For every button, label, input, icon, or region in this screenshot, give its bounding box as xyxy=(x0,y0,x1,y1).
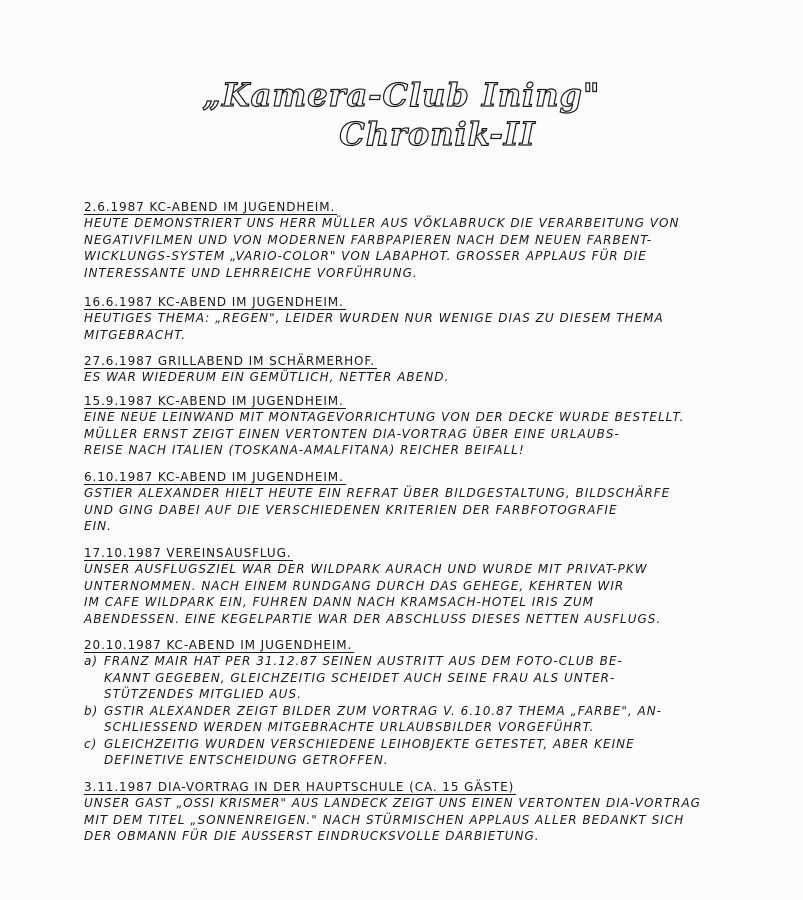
entry-15-9-1987 xyxy=(84,390,724,459)
entry-line: INTERESSANTE UND LEHRREICHE VORFÜHRUNG. xyxy=(84,265,418,280)
entry-line: MÜLLER ERNST ZEIGT EINEN VERTONTEN DIA-VORTRAG ÜBER EINE URLAUBS- xyxy=(84,426,620,441)
entry-line: KANNT GEGEBEN, GLEICHZEITIG SCHEIDET AUCH SEINE FRAU ALS UNTER- xyxy=(104,670,616,685)
entry-line: ABENDESSEN. EINE KEGELPARTIE WAR DER ABSCHLUSS DIESES NETTEN AUSFLUGS. xyxy=(84,611,662,626)
entry-line: UND GING DABEI AUF DIE VERSCHIEDENEN KRITERIEN DER FARBFOTOGRAFIE xyxy=(84,502,618,517)
entry-line: HEUTIGES THEMA: „REGEN", LEIDER WURDEN NUR WENIGE DIAS ZU DIESEM THEMA xyxy=(84,311,664,325)
entry-6-10-1987 xyxy=(84,466,724,535)
chronicle-title: Chronik-II xyxy=(339,115,536,153)
entry-line: DEFINETIVE ENTSCHEIDUNG GETROFFEN. xyxy=(104,753,389,767)
entry-17-10-1987 xyxy=(84,542,724,627)
item-a xyxy=(84,653,724,703)
item-marker: c) xyxy=(84,736,98,751)
entry-20-10-1987 xyxy=(84,634,724,769)
entry-line: FRANZ MAIR HAT PER 31.12.87 SEINEN AUSTRITT AUS DEM FOTO-CLUB BE- xyxy=(104,654,623,668)
entry-line: MIT DEM TITEL „SONNENREIGEN." NACH STÜRMISCHEN APPLAUS ALLER BEDANKT SICH xyxy=(84,812,685,827)
item-marker: a) xyxy=(84,654,99,668)
entry-line: UNTERNOMMEN. NACH EINEM RUNDGANG DURCH DAS GEHEGE, KEHRTEN WIR xyxy=(84,578,625,593)
entry-line: GSTIR ALEXANDER ZEIGT BILDER ZUM VORTRAG V. 6.10.87 THEMA „FARBE", AN- xyxy=(104,703,662,718)
entry-line: STÜTZENDES MITGLIED AUS. xyxy=(104,687,302,701)
entry-line: EIN. xyxy=(84,519,112,533)
entry-line: GLEICHZEITIG WURDEN VERSCHIEDENE LEIHOBJEKTE GETESTET, ABER KEINE xyxy=(104,736,635,751)
entry-heading: 2.6.1987 KC-ABEND IM JUGENDHEIM. xyxy=(84,200,336,214)
entry-line: NEGATIVFILMEN UND VON MODERNEN FARBPAPIEREN NACH DEM NEUEN FARBENT- xyxy=(84,232,653,247)
entry-27-6-1987 xyxy=(84,350,724,386)
club-title: „Kamera-Club Ining" xyxy=(202,76,601,114)
entry-line: HEUTE DEMONSTRIERT UNS HERR MÜLLER AUS VÖKLABRUCK DIE VERARBEITUNG VON xyxy=(84,216,680,230)
entry-heading: 3.11.1987 DIA-VORTRAG IN DER HAUPTSCHULE (CA. 15 GÄSTE) xyxy=(84,780,515,794)
entry-line: DER OBMANN FÜR DIE AUSSERST EINDRUCKSVOLLE DARBIETUNG. xyxy=(84,829,540,843)
entry-line: MITGEBRACHT. xyxy=(84,327,187,342)
entry-line: GSTIER ALEXANDER HIELT HEUTE EIN REFRAT ÜBER BILDGESTALTUNG, BILDSCHÄRFE xyxy=(84,486,671,500)
entry-heading: 20.10.1987 KC-ABEND IM JUGENDHEIM. xyxy=(84,638,353,652)
item-marker: b) xyxy=(84,703,99,718)
entry-line: UNSER AUSFLUGSZIEL WAR DER WILDPARK AURACH UND WURDE MIT PRIVAT-PKW xyxy=(84,562,648,576)
entry-heading: 27.6.1987 GRILLABEND IM SCHÄRMERHOF. xyxy=(84,354,375,368)
entry-line: IM CAFE WILDPARK EIN, FUHREN DANN NACH KRAMSACH-HOTEL IRIS ZUM xyxy=(84,595,594,609)
item-c xyxy=(84,736,724,769)
entry-2-6-1987 xyxy=(84,196,724,281)
entry-line: REISE NACH ITALIEN (TOSKANA-AMALFITANA) REICHER BEIFALL! xyxy=(84,443,525,457)
entry-16-6-1987 xyxy=(84,291,724,343)
entry-line: ES WAR WIEDERUM EIN GEMÜTLICH, NETTER ABEND. xyxy=(84,370,450,384)
entry-line: EINE NEUE LEINWAND MIT MONTAGEVORRICHTUNG VON DER DECKE WURDE BESTELLT. xyxy=(84,410,685,424)
entry-line: WICKLUNGS-SYSTEM „VARIO-COLOR" VON LABAPHOT. GROSSER APPLAUS FÜR DIE xyxy=(84,249,647,263)
entry-heading: 15.9.1987 KC-ABEND IM JUGENDHEIM. xyxy=(84,394,344,408)
entry-line: UNSER GAST „OSSI KRISMER" AUS LANDECK ZEIGT UNS EINEN VERTONTEN DIA-VORTRAG xyxy=(84,796,701,810)
entry-heading: 16.6.1987 KC-ABEND IM JUGENDHEIM. xyxy=(84,295,344,309)
entry-heading: 17.10.1987 VEREINSAUSFLUG. xyxy=(84,546,292,560)
item-b xyxy=(84,703,724,736)
entry-line: SCHLIESSEND WERDEN MITGEBRACHTE URLAUBSBILDER VORGEFÜHRT. xyxy=(104,720,595,734)
entry-3-11-1987 xyxy=(84,776,724,845)
entry-heading: 6.10.1987 KC-ABEND IM JUGENDHEIM. xyxy=(84,470,344,484)
